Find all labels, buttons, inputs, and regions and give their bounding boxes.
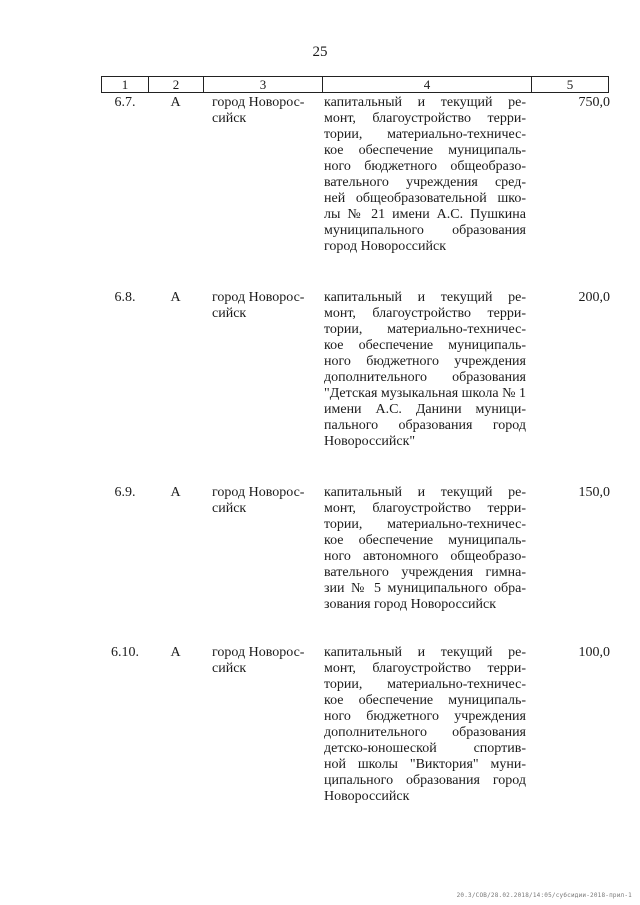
description-line: ного автономного общеобразо- — [324, 549, 526, 564]
description-line: тории, материально-техничес- — [324, 322, 526, 337]
description-line: кое обеспечение муниципаль- — [324, 693, 526, 708]
row-location — [212, 485, 322, 517]
location-line: сийск — [212, 111, 247, 126]
row-amount: 750,0 — [578, 95, 610, 110]
description-line: город Новороссийск — [324, 239, 447, 254]
description-line: тории, материально-техничес- — [324, 517, 526, 532]
row-location — [212, 290, 322, 322]
description-line: ной школы "Виктория" муни- — [324, 757, 526, 772]
description-line: монт, благоустройство терри- — [324, 306, 526, 321]
location-line: сийск — [212, 306, 247, 321]
description-line: капитальный и текущий ре- — [324, 645, 526, 660]
description-line: ного бюджетного учреждения — [324, 709, 526, 724]
row-description — [324, 485, 526, 613]
description-line: тории, материально-техничес- — [324, 127, 526, 142]
header-col-4: 4 — [323, 77, 532, 92]
row-number: 6.8. — [114, 290, 136, 305]
description-line: ней общеобразовательной шко- — [324, 191, 526, 206]
description-line: зования город Новороссийск — [324, 597, 497, 612]
description-line: ципального образования город — [324, 773, 526, 788]
description-line: детско-юношеской спортив- — [324, 741, 526, 756]
description-line: монт, благоустройство терри- — [324, 501, 526, 516]
page-number: 25 — [312, 44, 328, 60]
row-number: 6.9. — [114, 485, 136, 500]
description-line: лы № 21 имени А.С. Пушкина — [324, 207, 526, 222]
description-line: дополнительного образования — [324, 370, 526, 385]
location-line: сийск — [212, 661, 247, 676]
row-description — [324, 645, 526, 805]
description-line: Новороссийск" — [324, 434, 416, 449]
description-line: вательного учреждения сред- — [324, 175, 526, 190]
location-line: город Новорос- — [212, 645, 305, 660]
description-line: капитальный и текущий ре- — [324, 95, 526, 110]
description-line: имени А.С. Данини муници- — [324, 402, 526, 417]
description-line: капитальный и текущий ре- — [324, 485, 526, 500]
description-line: муниципального образования — [324, 223, 526, 238]
description-line: кое обеспечение муниципаль- — [324, 338, 526, 353]
row-amount: 200,0 — [578, 290, 610, 305]
location-line: город Новорос- — [212, 290, 305, 305]
location-line: сийск — [212, 501, 247, 516]
table-header-row — [101, 76, 609, 93]
description-line: капитальный и текущий ре- — [324, 290, 526, 305]
row-location — [212, 645, 322, 677]
row-category: А — [170, 485, 181, 500]
description-line: монт, благоустройство терри- — [324, 661, 526, 676]
description-line: кое обеспечение муниципаль- — [324, 143, 526, 158]
row-location — [212, 95, 322, 127]
row-number: 6.7. — [114, 95, 136, 110]
description-line: кое обеспечение муниципаль- — [324, 533, 526, 548]
header-col-2: 2 — [149, 77, 204, 92]
description-line: "Детская музыкальная школа № 1 — [324, 386, 526, 401]
header-col-1: 1 — [102, 77, 149, 92]
row-number: 6.10. — [111, 645, 139, 660]
row-description — [324, 290, 526, 450]
description-line: монт, благоустройство терри- — [324, 111, 526, 126]
description-line: тории, материально-техничес- — [324, 677, 526, 692]
header-col-5: 5 — [566, 77, 574, 92]
description-line: зии № 5 муниципального обра- — [324, 581, 526, 596]
description-line: дополнительного образования — [324, 725, 526, 740]
row-category: А — [170, 645, 181, 660]
description-line: ного бюджетного общеобразо- — [324, 159, 526, 174]
row-amount: 100,0 — [578, 645, 610, 660]
row-category: А — [170, 290, 181, 305]
footer-stamp: 20.3/COB/28.02.2018/14:05/субсидии-2018-прил-1 — [456, 892, 632, 899]
row-description — [324, 95, 526, 255]
header-col-3: 3 — [204, 77, 323, 92]
description-line: пального образования город — [324, 418, 526, 433]
row-amount: 150,0 — [578, 485, 610, 500]
row-category: А — [170, 95, 181, 110]
description-line: ного бюджетного учреждения — [324, 354, 526, 369]
description-line: вательного учреждения гимна- — [324, 565, 526, 580]
description-line: Новороссийск — [324, 789, 410, 804]
location-line: город Новорос- — [212, 485, 305, 500]
location-line: город Новорос- — [212, 95, 305, 110]
